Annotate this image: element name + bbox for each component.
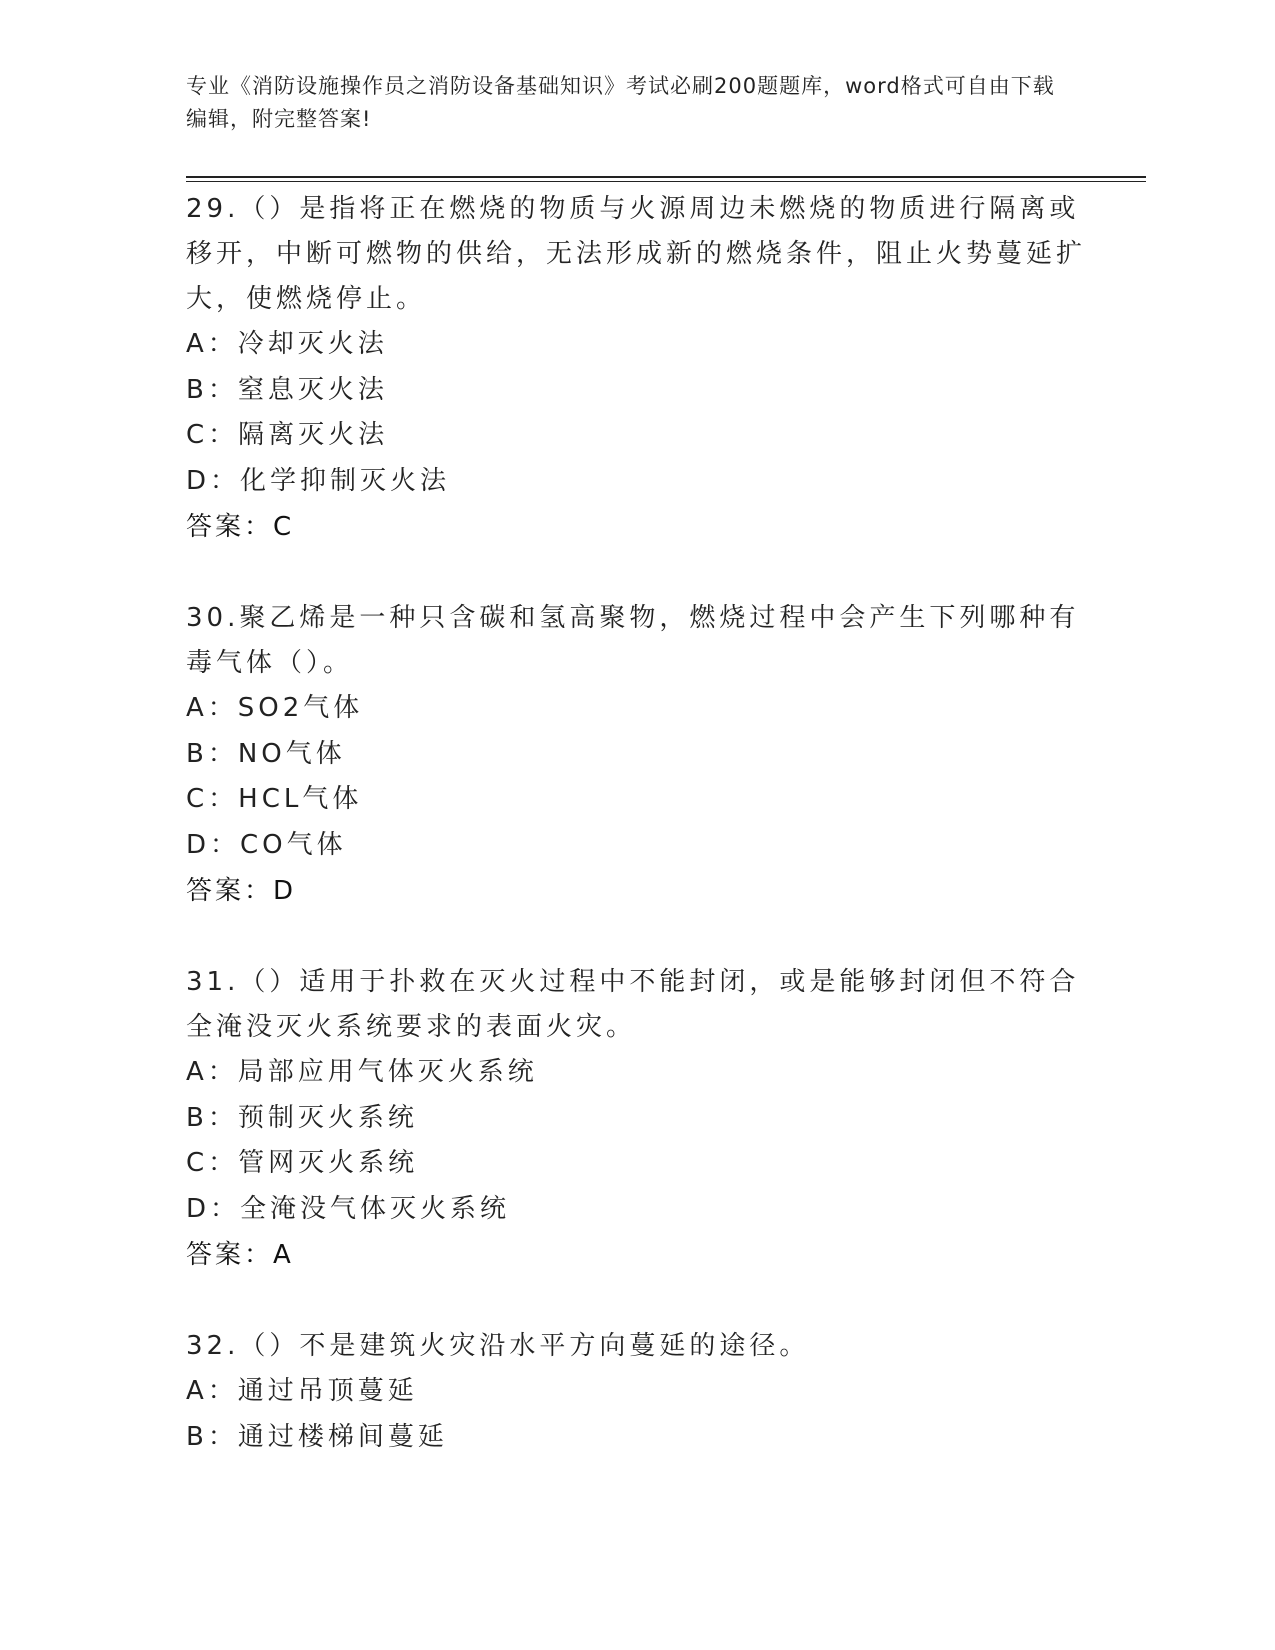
document-header: 专业《消防设施操作员之消防设备基础知识》考试必刷200题题库，word格式可自由下载编辑，附完整答案! (186, 74, 1055, 131)
question-30 (186, 596, 1086, 914)
option-b: B：窒息灭火法 (186, 374, 388, 405)
option-c: C：HCL气体 (186, 784, 363, 814)
option-a: A：冷却灭火法 (186, 329, 388, 359)
option-d: D：全淹没气体灭火系统 (186, 1193, 511, 1224)
option-d: D：化学抑制灭火法 (186, 465, 451, 496)
option-b: B：通过楼梯间蔓延 (186, 1421, 448, 1452)
answer-line: 答案：D (186, 876, 297, 906)
option-b: B：预制灭火系统 (186, 1102, 418, 1133)
question-32 (186, 1324, 1086, 1460)
option-a: A：局部应用气体灭火系统 (186, 1057, 538, 1087)
answer-line: 答案：A (186, 1240, 294, 1270)
option-a: A：通过吊顶蔓延 (186, 1376, 418, 1406)
option-c: C：管网灭火系统 (186, 1148, 419, 1178)
header-divider-thin (186, 181, 1146, 182)
option-b: B：NO气体 (186, 738, 346, 769)
question-stem: 29.（）是指将正在燃烧的物质与火源周边未燃烧的物质进行隔离或移开，中断可燃物的供给，无法形成新的燃烧条件，阻止火势蔓延扩大，使燃烧停止。 (186, 194, 1087, 314)
question-stem: 30.聚乙烯是一种只含碳和氢高聚物，燃烧过程中会产生下列哪种有毒气体（）。 (186, 603, 1080, 678)
question-stem: 32.（）不是建筑火灾沿水平方向蔓延的途径。 (186, 1331, 810, 1361)
option-d: D：CO气体 (186, 829, 347, 860)
header-divider-thick (186, 176, 1146, 178)
option-c: C：隔离灭火法 (186, 420, 389, 450)
question-list (186, 187, 1086, 1506)
question-stem: 31.（）适用于扑救在灭火过程中不能封闭，或是能够封闭但不符合全淹没灭火系统要求的表面火灾。 (186, 967, 1080, 1042)
option-a: A：SO2气体 (186, 693, 364, 723)
question-29 (186, 187, 1086, 550)
question-31 (186, 960, 1086, 1278)
answer-line: 答案：C (186, 512, 295, 542)
